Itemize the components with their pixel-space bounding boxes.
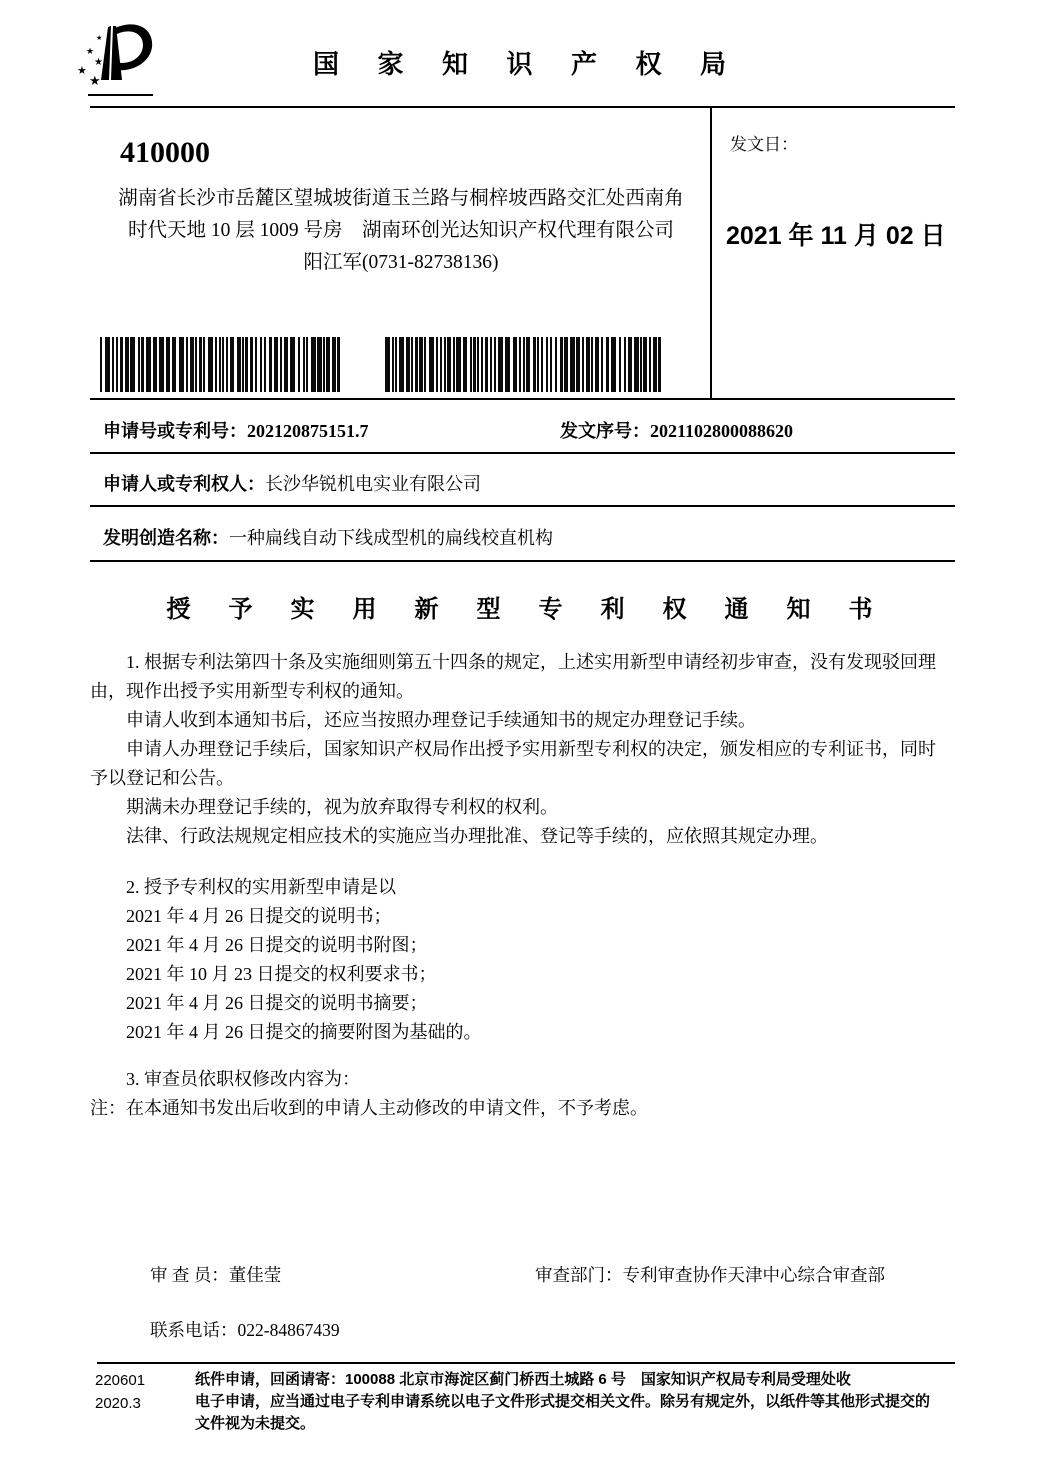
body-line: 3. 审查员依职权修改内容为： (126, 1069, 360, 1089)
body-line: 2. 授予专利权的实用新型申请是以 (126, 877, 396, 897)
applicant-row (103, 470, 481, 496)
dispatch-date-label: 发文日： (730, 135, 798, 154)
body-line: 2021 年 4 月 26 日提交的摘要附图为基础的。 (126, 1022, 482, 1042)
recipient-address-line: 时代天地 10 层 1009 号房 湖南环创光达知识产权代理有限公司 (127, 220, 674, 241)
form-code: 220601 (95, 1372, 146, 1389)
body-line: 申请人收到本通知书后，还应当按照办理登记手续通知书的规定办理登记手续。 (126, 710, 756, 730)
body-line: 法律、行政法规规定相应技术的实施应当办理批准、登记等手续的，应依照其规定办理。 (126, 826, 828, 846)
notice-title: 授 予 实 用 新 型 专 利 权 通 知 书 (166, 597, 889, 623)
dispatch-box-border (710, 106, 712, 400)
body-line: 1. 根据专利法第四十条及实施细则第五十四条的规定，上述实用新型申请经初步审查，没有发现驳回理 (126, 652, 936, 672)
application-number-row (103, 417, 369, 443)
dispatch-number-value: 2021102800088620 (650, 421, 794, 441)
svg-text:★: ★ (77, 64, 87, 77)
svg-text:★: ★ (89, 74, 101, 89)
phone-value: 022-84867439 (237, 1320, 340, 1340)
footer-rule (97, 1362, 955, 1364)
svg-text:★: ★ (96, 34, 103, 42)
barcode-left (100, 337, 340, 392)
applicant-label: 申请人或专利权人： (103, 474, 265, 494)
recipient-address-line: 湖南省长沙市岳麓区望城坡街道玉兰路与桐梓坡西路交汇处西南角 (118, 188, 684, 209)
notice-body (90, 648, 958, 1123)
svg-text:★: ★ (94, 57, 103, 68)
header-rule (90, 106, 955, 108)
barcode-right (385, 337, 661, 392)
application-number-value: 202120875151.7 (247, 421, 369, 441)
footer-note-line: 文件视为未提交。 (195, 1415, 316, 1432)
application-number-label: 申请号或专利号： (103, 421, 247, 441)
row-rule (90, 452, 955, 454)
invention-title-row (103, 524, 553, 550)
form-codes (95, 1369, 185, 1415)
body-line: 申请人办理登记手续后，国家知识产权局作出授予实用新型专利权的决定，颁发相应的专利证书，同时 (126, 739, 936, 759)
applicant-value: 长沙华锐机电实业有限公司 (265, 474, 481, 494)
section-rule (90, 398, 955, 400)
examiner-label: 审 查 员： (150, 1265, 229, 1285)
department-field (535, 1262, 885, 1287)
body-line: 由，现作出授予实用新型专利权的通知。 (90, 681, 414, 701)
svg-text:★: ★ (86, 47, 95, 57)
recipient-address (93, 183, 709, 279)
examiner-field (150, 1262, 281, 1287)
footer-notes (195, 1369, 970, 1435)
dispatch-number-label: 发文序号： (560, 421, 650, 441)
recipient-postcode: 410000 (120, 136, 210, 169)
body-line: 注：在本通知书发出后收到的申请人主动修改的申请文件，不予考虑。 (90, 1098, 648, 1118)
phone-label: 联系电话： (150, 1320, 238, 1340)
body-line: 2021 年 4 月 26 日提交的说明书； (126, 906, 392, 926)
body-line: 予以登记和公告。 (90, 768, 234, 788)
footer-note-line: 电子申请，应当通过电子专利申请系统以电子文件形式提交相关文件。除另有规定外，以纸件等其他形式提交的 (195, 1393, 931, 1410)
invention-title-value: 一种扁线自动下线成型机的扁线校直机构 (229, 528, 553, 548)
body-line: 期满未办理登记手续的，视为放弃取得专利权的权利。 (126, 797, 558, 817)
dispatch-date-value: 2021 年 11 月 02 日 (726, 222, 946, 250)
invention-title-label: 发明创造名称： (103, 528, 229, 548)
department-value: 专利审查协作天津中心综合审查部 (622, 1265, 885, 1285)
agency-title: 国 家 知 识 产 权 局 (312, 50, 742, 79)
body-line: 2021 年 10 月 23 日提交的权利要求书； (126, 964, 437, 984)
body-line: 2021 年 4 月 26 日提交的说明书摘要； (126, 993, 428, 1013)
row-rule (90, 505, 955, 507)
department-label: 审查部门： (535, 1265, 623, 1285)
body-line: 2021 年 4 月 26 日提交的说明书附图； (126, 935, 428, 955)
examiner-name: 董佳莹 (228, 1265, 282, 1285)
footer-note-line: 纸件申请，回函请寄：100088 北京市海淀区蓟门桥西土城路 6 号 国家知识产权局专利局受理处收 (195, 1371, 851, 1388)
phone-field (150, 1317, 340, 1342)
recipient-address-line: 阳江军(0731-82738136) (303, 252, 499, 273)
form-version: 2020.3 (95, 1395, 141, 1412)
dispatch-number-row (560, 417, 793, 443)
row-rule (90, 560, 955, 562)
